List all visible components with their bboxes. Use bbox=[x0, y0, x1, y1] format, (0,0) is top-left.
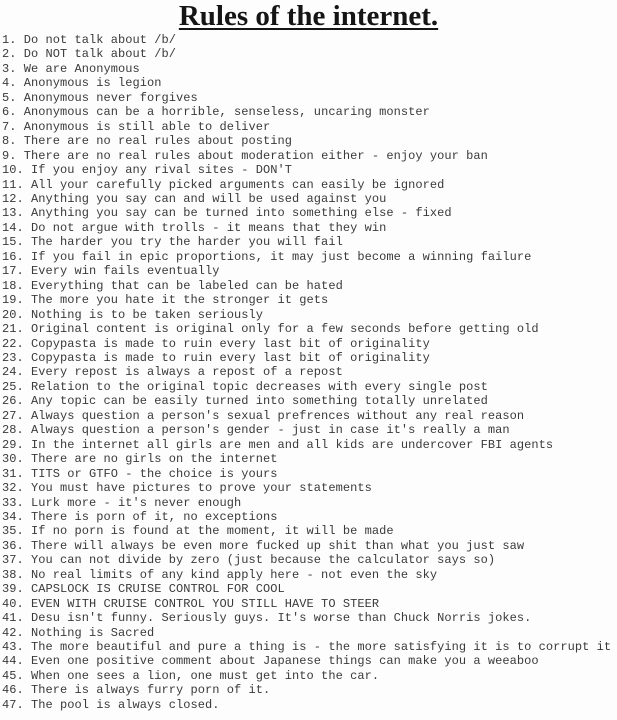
rule-line bbox=[2, 611, 617, 625]
rule-text: Anything you say can and will be used against you bbox=[31, 191, 387, 206]
rule-text: You must have pictures to prove your statements bbox=[31, 481, 372, 496]
rule-text: There is always furry porn of it. bbox=[31, 683, 271, 698]
rule-number: 16. bbox=[2, 249, 32, 264]
rule-text: Anonymous can be a horrible, senseless, uncaring monster bbox=[23, 105, 430, 120]
rule-text: You can not divide by zero (just because the calculator says so) bbox=[31, 553, 496, 568]
rule-line bbox=[2, 597, 617, 611]
rule-text: Desu isn't funny. Seriously guys. It's worse than Chuck Norris jokes. bbox=[31, 611, 532, 626]
rule-line bbox=[2, 568, 617, 582]
rule-text: If you enjoy any rival sites - DON'T bbox=[31, 163, 293, 178]
rule-text: Do not talk about /b/ bbox=[23, 33, 177, 47]
rule-number: 47. bbox=[2, 697, 32, 712]
rule-text: Copypasta is made to ruin every last bit of originality bbox=[31, 350, 430, 365]
rule-line bbox=[2, 438, 617, 452]
rule-text: There will always be even more fucked up shit than what you just saw bbox=[31, 538, 525, 553]
rule-number: 2. bbox=[2, 47, 24, 62]
rule-text: Copypasta is made to ruin every last bit of originality bbox=[31, 336, 430, 351]
rule-number: 8. bbox=[2, 134, 24, 149]
rule-line bbox=[2, 640, 617, 654]
rules-list bbox=[0, 32, 617, 712]
rule-number: 28. bbox=[2, 423, 32, 438]
rule-text: When one sees a lion, one must get into the car. bbox=[31, 668, 380, 683]
rule-number: 37. bbox=[2, 553, 32, 568]
rule-number: 45. bbox=[2, 668, 32, 683]
rule-text: Everything that can be labeled can be hated bbox=[31, 278, 343, 293]
rule-number: 40. bbox=[2, 596, 32, 611]
rule-text: Do NOT talk about /b/ bbox=[23, 47, 177, 62]
rule-text: CAPSLOCK IS CRUISE CONTROL FOR COOL bbox=[31, 582, 285, 597]
rule-number: 35. bbox=[2, 524, 32, 539]
rule-number: 14. bbox=[2, 220, 32, 235]
rule-line bbox=[2, 91, 617, 105]
rule-number: 7. bbox=[2, 119, 24, 134]
rule-number: 18. bbox=[2, 278, 32, 293]
rule-line bbox=[2, 481, 617, 495]
rule-text: There are no real rules about moderation either - enjoy your ban bbox=[23, 148, 488, 163]
rule-number: 1. bbox=[2, 33, 24, 47]
rule-text: Always question a person's gender - just in case it's really a man bbox=[31, 423, 510, 438]
rule-text: If no porn is found at the moment, it will be made bbox=[31, 524, 394, 539]
rule-line bbox=[2, 524, 617, 538]
rule-number: 38. bbox=[2, 567, 32, 582]
rule-number: 46. bbox=[2, 683, 32, 698]
rule-number: 24. bbox=[2, 365, 32, 380]
rule-line bbox=[2, 553, 617, 567]
rule-number: 20. bbox=[2, 307, 32, 322]
rule-text: The more you hate it the stronger it gets bbox=[31, 293, 329, 308]
rule-text: In the internet all girls are men and all kids are undercover FBI agents bbox=[31, 437, 554, 452]
rule-text: There are no girls on the internet bbox=[31, 452, 278, 467]
rule-number: 29. bbox=[2, 437, 32, 452]
rule-number: 15. bbox=[2, 235, 32, 250]
page-title: Rules of the internet. bbox=[178, 0, 439, 32]
rule-number: 41. bbox=[2, 611, 32, 626]
rule-number: 19. bbox=[2, 293, 32, 308]
rule-text: The pool is always closed. bbox=[31, 697, 220, 712]
rule-line bbox=[2, 452, 617, 466]
rule-line bbox=[2, 510, 617, 524]
rule-text: Anonymous is legion bbox=[23, 76, 162, 91]
rule-number: 12. bbox=[2, 191, 32, 206]
rule-line bbox=[2, 149, 617, 163]
rule-line bbox=[2, 221, 617, 235]
rule-line bbox=[2, 351, 617, 365]
rule-number: 43. bbox=[2, 640, 32, 655]
rule-line bbox=[2, 496, 617, 510]
rule-number: 39. bbox=[2, 582, 32, 597]
rule-line bbox=[2, 250, 617, 264]
rule-number: 11. bbox=[2, 177, 32, 192]
rule-number: 26. bbox=[2, 394, 32, 409]
rule-number: 27. bbox=[2, 408, 32, 423]
rule-number: 32. bbox=[2, 481, 32, 496]
rule-text: Any topic can be easily turned into something totally unrelated bbox=[31, 394, 488, 409]
rule-text: There are no real rules about posting bbox=[23, 134, 293, 149]
rule-number: 25. bbox=[2, 379, 32, 394]
rule-line bbox=[2, 76, 617, 90]
rule-line bbox=[2, 105, 617, 119]
rule-line bbox=[2, 698, 617, 712]
rule-line bbox=[2, 409, 617, 423]
rule-text: If you fail in epic proportions, it may just become a winning failure bbox=[31, 249, 532, 264]
rule-number: 34. bbox=[2, 509, 32, 524]
rule-text: Anonymous never forgives bbox=[23, 90, 198, 105]
rule-number: 13. bbox=[2, 206, 32, 221]
rule-text: Anything you say can be turned into something else - fixed bbox=[31, 206, 452, 221]
rule-line bbox=[2, 235, 617, 249]
rule-number: 4. bbox=[2, 76, 24, 91]
rule-line bbox=[2, 279, 617, 293]
rule-line bbox=[2, 322, 617, 336]
rule-line bbox=[2, 264, 617, 278]
rule-line bbox=[2, 62, 617, 76]
rule-line bbox=[2, 337, 617, 351]
rule-line bbox=[2, 178, 617, 192]
rule-line bbox=[2, 47, 617, 61]
rule-text: The harder you try the harder you will fail bbox=[31, 235, 343, 250]
rule-line bbox=[2, 206, 617, 220]
rule-number: 9. bbox=[2, 148, 24, 163]
rule-text: We are Anonymous bbox=[23, 61, 140, 76]
rule-text: Every repost is always a repost of a repost bbox=[31, 365, 343, 380]
rule-number: 36. bbox=[2, 538, 32, 553]
rule-number: 22. bbox=[2, 336, 32, 351]
rule-line bbox=[2, 120, 617, 134]
rule-number: 3. bbox=[2, 61, 24, 76]
rule-line bbox=[2, 394, 617, 408]
rule-number: 5. bbox=[2, 90, 24, 105]
rule-text: Do not argue with trolls - it means that they win bbox=[31, 220, 387, 235]
rule-line bbox=[2, 33, 617, 47]
rule-number: 6. bbox=[2, 105, 24, 120]
rule-text: Original content is original only for a few seconds before getting old bbox=[31, 322, 539, 337]
rule-line bbox=[2, 626, 617, 640]
rule-text: Nothing is to be taken seriously bbox=[31, 307, 264, 322]
rule-line bbox=[2, 163, 617, 177]
rule-text: Nothing is Sacred bbox=[31, 625, 155, 640]
rule-line bbox=[2, 134, 617, 148]
rule-line bbox=[2, 539, 617, 553]
rule-number: 33. bbox=[2, 495, 32, 510]
rule-line bbox=[2, 423, 617, 437]
rule-line bbox=[2, 380, 617, 394]
rule-text: EVEN WITH CRUISE CONTROL YOU STILL HAVE TO STEER bbox=[31, 596, 380, 611]
rule-number: 10. bbox=[2, 163, 32, 178]
rule-text: Relation to the original topic decreases with every single post bbox=[31, 379, 488, 394]
rule-text: Anonymous is still able to deliver bbox=[23, 119, 271, 134]
rule-text: No real limits of any kind apply here - not even the sky bbox=[31, 567, 438, 582]
rule-line bbox=[2, 582, 617, 596]
rule-text: All your carefully picked arguments can easily be ignored bbox=[31, 177, 445, 192]
rule-text: Lurk more - it's never enough bbox=[31, 495, 242, 510]
rule-number: 30. bbox=[2, 452, 32, 467]
rule-line bbox=[2, 683, 617, 697]
rule-text: There is porn of it, no exceptions bbox=[31, 509, 278, 524]
rule-line bbox=[2, 365, 617, 379]
rule-line bbox=[2, 467, 617, 481]
rule-line bbox=[2, 192, 617, 206]
rule-number: 31. bbox=[2, 466, 32, 481]
rule-line bbox=[2, 308, 617, 322]
rule-number: 42. bbox=[2, 625, 32, 640]
rule-text: TITS or GTFO - the choice is yours bbox=[31, 466, 278, 481]
rule-text: Every win fails eventually bbox=[31, 264, 220, 279]
rule-line bbox=[2, 293, 617, 307]
rule-text: The more beautiful and pure a thing is - the more satisfying it is to corrupt it bbox=[31, 640, 612, 655]
rule-number: 17. bbox=[2, 264, 32, 279]
rule-text: Always question a person's sexual prefrences without any real reason bbox=[31, 408, 525, 423]
rule-line bbox=[2, 669, 617, 683]
rule-text: Even one positive comment about Japanese things can make you a weeaboo bbox=[31, 654, 539, 669]
rule-number: 23. bbox=[2, 350, 32, 365]
rule-number: 44. bbox=[2, 654, 32, 669]
rule-line bbox=[2, 654, 617, 668]
rule-number: 21. bbox=[2, 322, 32, 337]
